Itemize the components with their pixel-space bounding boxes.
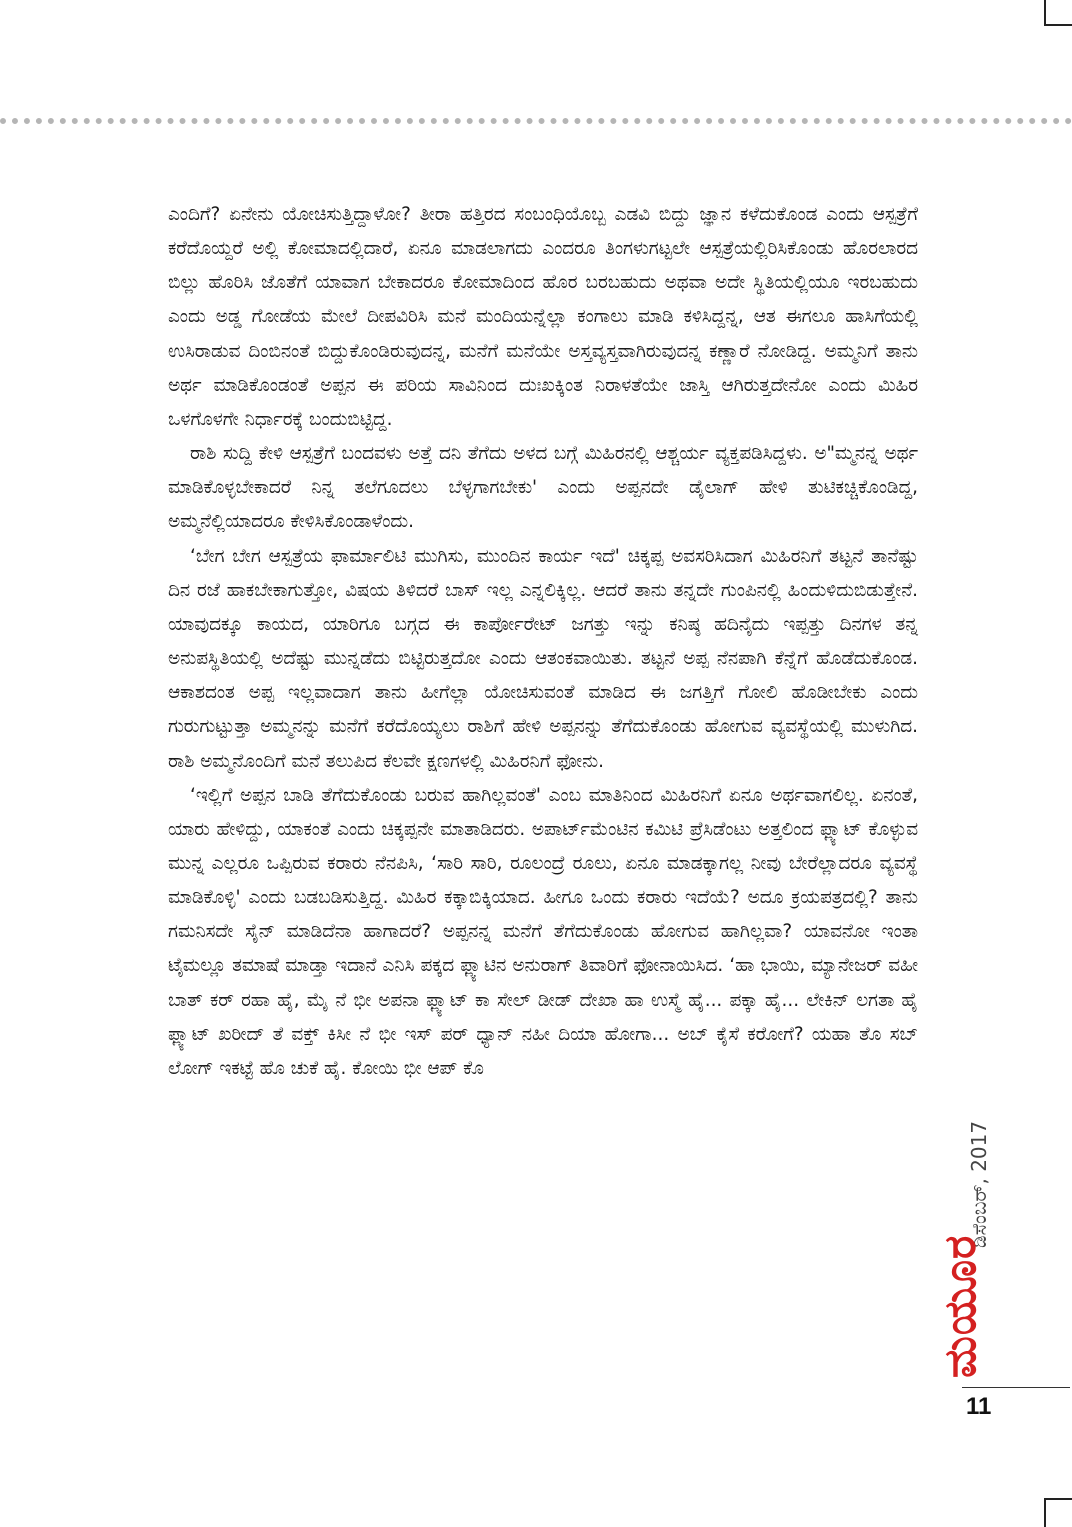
article-paragraph: ‘ಇಲ್ಲಿಗೆ ಅಪ್ಪನ ಬಾಡಿ ತೆಗೆದುಕೊಂಡು ಬರುವ ಹಾಗಿಲ್ಲವಂತೆ' ಎಂಬ ಮಾತಿನಿಂದ ಮಿಹಿರನಿಗೆ ಏನೂ ಅರ್ಥವಾಗಲಿಲ್ಲ. ಏನಂತೆ, ಯಾರು ಹೇಳಿದ್ದು, ಯಾಕಂತೆ ಎಂದು ಚಿಕ್ಕಪ್ಪನೇ ಮಾತಾಡಿದರು. ಅಪಾರ್ಟ್‌ಮೆಂಟಿನ ಕಮಿಟಿ ಪ್ರೆಸಿಡೆಂಟು ಅತ್ತಲಿಂದ ಫ್ಲ್ಯಾಟ್ ಕೊಳ್ಳುವ ಮುನ್ನ ಎಲ್ಲರೂ ಒಪ್ಪಿರುವ ಕರಾರು ನೆನಪಿಸಿ, ‘ಸಾರಿ ಸಾರಿ, ರೂಲಂದ್ರೆ ರೂಲು, ಏನೂ ಮಾಡಕ್ಕಾಗಲ್ಲ ನೀವು ಬೇರೆಲ್ಲಾದರೂ ವ್ಯವಸ್ಥೆ ಮಾಡಿಕೊಳ್ಳಿ' ಎಂದು ಬಡಬಡಿಸುತ್ತಿದ್ದ. ಮಿಹಿರ ಕಕ್ಕಾಬಿಕ್ಕಿಯಾದ. ಹೀಗೂ ಒಂದು ಕರಾರು ಇದೆಯೆ? ಅದೂ ಕ್ರಯಪತ್ರದಲ್ಲಿ? ತಾನು ಗಮನಿಸದೇ ಸೈನ್ ಮಾಡಿದೆನಾ ಹಾಗಾದರೆ? ಅಪ್ಪನನ್ನ ಮನೆಗೆ ತೆಗೆದುಕೊಂಡು ಹೋಗುವ ಹಾಗಿಲ್ಲವಾ? ಯಾವನೋ ಇಂತಾ ಟೈಮಲ್ಲೂ ತಮಾಷೆ ಮಾಡ್ತಾ ಇದಾನೆ ಎನಿಸಿ ಪಕ್ಕದ ಫ್ಲ್ಯಾಟಿನ ಅನುರಾಗ್ ತಿವಾರಿಗೆ ಫೋನಾಯಿಸಿದ. ‘ಹಾ ಭಾಯಿ, ಮ್ಯಾನೇಜರ್ ವಹೀ ಬಾತ್ ಕರ್ ರಹಾ ಹೈ, ಮೈ ನೆ ಭೀ ಅಪನಾ ಫ್ಲ್ಯಾಟ್ ಕಾ ಸೇಲ್ ಡೀಡ್ ದೇಖಾ ಹಾ ಉಸ್ಮೆ ಹೈ... ಪಕ್ಕಾ ಹೈ... ಲೇಕಿನ್ ಲಗತಾ ಹೈ ಫ್ಲ್ಯಾಟ್ ಖರೀದ್ ತೆ ವಕ್ತ್ ಕಿಸೀ ನೆ ಭೀ ಇಸ್ ಪರ್ ಧ್ಯಾನ್ ನಹೀ ದಿಯಾ ಹೋಗಾ... ಅಬ್ ಕೈಸೆ ಕರೋಗೆ? ಯಹಾ ತೊ ಸಬ್ ಲೋಗ್ ಇಕಟ್ಟೆ ಹೊ ಚುಕೆ ಹೈ. ಕೋಯಿ ಭೀ ಆಪ್ ಕೊ [168,784,918,1079]
crop-mark-bottom [1044,1498,1072,1527]
page-number-rule [962,1387,1070,1388]
dotted-header-rule [0,118,1072,124]
article-paragraph: ಎಂದಿಗೆ? ಏನೇನು ಯೋಚಿಸುತ್ತಿದ್ದಾಳೋ? ತೀರಾ ಹತ್ತಿರದ ಸಂಬಂಧಿಯೊಬ್ಬ ಎಡವಿ ಬಿದ್ದು ಜ್ಞಾನ ಕಳೆದುಕೊಂಡ ಎಂದು ಆಸ್ಪತ್ರೆಗೆ ಕರೆದೊಯ್ದರೆ ಅಲ್ಲಿ ಕೋಮಾದಲ್ಲಿದಾರೆ, ಏನೂ ಮಾಡಲಾಗದು ಎಂದರೂ ತಿಂಗಳುಗಟ್ಟಲೇ ಆಸ್ಪತ್ರೆಯಲ್ಲಿರಿಸಿಕೊಂಡು ಹೊರಲಾರದ ಬಿಲ್ಲು ಹೊರಿಸಿ ಜೊತೆಗೆ ಯಾವಾಗ ಬೇಕಾದರೂ ಕೋಮಾದಿಂದ ಹೊರ ಬರಬಹುದು ಅಥವಾ ಅದೇ ಸ್ಥಿತಿಯಲ್ಲಿಯೂ ಇರಬಹುದು ಎಂದು ಅಡ್ಡ ಗೋಡೆಯ ಮೇಲೆ ದೀಪವಿರಿಸಿ ಮನೆ ಮಂದಿಯನ್ನೆಲ್ಲಾ ಕಂಗಾಲು ಮಾಡಿ ಕಳಿಸಿದ್ದನ್ನ, ಆತ ಈಗಲೂ ಹಾಸಿಗೆಯಲ್ಲಿ ಉಸಿರಾಡುವ ದಿಂಬಿನಂತೆ ಬಿದ್ದುಕೊಂಡಿರುವುದನ್ನ, ಮನೆಗೆ ಮನೆಯೇ ಅಸ್ತವ್ಯಸ್ತವಾಗಿರುವುದನ್ನ ಕಣ್ಣಾರೆ ನೋಡಿದ್ದ. ಅಮ್ಮನಿಗೆ ತಾನು ಅರ್ಥ ಮಾಡಿಕೊಂಡಂತೆ ಅಪ್ಪನ ಈ ಪರಿಯ ಸಾವಿನಿಂದ ದುಃಖಕ್ಕಿಂತ ನಿರಾಳತೆಯೇ ಜಾಸ್ತಿ ಆಗಿರುತ್ತದೇನೋ ಎಂದು ಮಿಹಿರ ಒಳಗೊಳಗೇ ನಿರ್ಧಾರಕ್ಕೆ ಬಂದುಬಿಟ್ಟಿದ್ದ. [168,204,918,430]
magazine-logo: ಮಯೂರ [935,1234,986,1378]
page-number: 11 [966,1393,992,1420]
article-body [168,198,918,1086]
article-paragraph: ‘ಬೇಗ ಬೇಗ ಆಸ್ಪತ್ರೆಯ ಫಾರ್ಮಾಲಿಟಿ ಮುಗಿಸು, ಮುಂದಿನ ಕಾರ್ಯ ಇದೆ' ಚಿಕ್ಕಪ್ಪ ಅವಸರಿಸಿದಾಗ ಮಿಹಿರನಿಗೆ ತಟ್ಟನೆ ತಾನೆಷ್ಟು ದಿನ ರಜೆ ಹಾಕಬೇಕಾಗುತ್ತೋ, ವಿಷಯ ತಿಳಿದರೆ ಬಾಸ್ ಇಲ್ಲ ಎನ್ನಲಿಕ್ಕಿಲ್ಲ. ಆದರೆ ತಾನು ತನ್ನದೇ ಗುಂಪಿನಲ್ಲಿ ಹಿಂದುಳಿದುಬಿಡುತ್ತೇನೆ. ಯಾವುದಕ್ಕೂ ಕಾಯದ, ಯಾರಿಗೂ ಬಗ್ಗದ ಈ ಕಾರ್ಪೋರೇಟ್ ಜಗತ್ತು ಇನ್ನು ಕನಿಷ್ಠ ಹದಿನೈದು ಇಪ್ಪತ್ತು ದಿನಗಳ ತನ್ನ ಅನುಪಸ್ಥಿತಿಯಲ್ಲಿ ಅದೆಷ್ಟು ಮುನ್ನಡೆದು ಬಿಟ್ಟಿರುತ್ತದೋ ಎಂದು ಆತಂಕವಾಯಿತು. ತಟ್ಟನೆ ಅಪ್ಪ ನೆನಪಾಗಿ ಕೆನ್ನೆಗೆ ಹೊಡೆದುಕೊಂಡ. ಆಕಾಶದಂತ ಅಪ್ಪ ಇಲ್ಲವಾದಾಗ ತಾನು ಹೀಗೆಲ್ಲಾ ಯೋಚಿಸುವಂತೆ ಮಾಡಿದ ಈ ಜಗತ್ತಿಗೆ ಗೋಲಿ ಹೊಡೀಬೇಕು ಎಂದು ಗುರುಗುಟ್ಟುತ್ತಾ ಅಮ್ಮನನ್ನು ಮನೆಗೆ ಕರೆದೊಯ್ಯಲು ರಾಶಿಗೆ ಹೇಳಿ ಅಪ್ಪನನ್ನು ತೆಗೆದುಕೊಂಡು ಹೋಗುವ ವ್ಯವಸ್ಥೆಯಲ್ಲಿ ಮುಳುಗಿದ. ರಾಶಿ ಅಮ್ಮನೊಂದಿಗೆ ಮನೆ ತಲುಪಿದ ಕೆಲವೇ ಕ್ಷಣಗಳಲ್ಲಿ ಮಿಹಿರನಿಗೆ ಫೋನು. [168,545,918,772]
issue-date: ಡಿಸೆಂಬರ್, 2017 [967,1120,991,1248]
article-paragraph: ರಾಶಿ ಸುದ್ದಿ ಕೇಳಿ ಆಸ್ಪತ್ರೆಗೆ ಬಂದವಳು ಅತ್ತೆ ದನಿ ತೆಗೆದು ಅಳದ ಬಗ್ಗೆ ಮಿಹಿರನಲ್ಲಿ ಆಶ್ಚರ್ಯ ವ್ಯಕ್ತಪಡಿಸಿದ್ದಳು. ಅ"ಮ್ಮನನ್ನ ಅರ್ಥ ಮಾಡಿಕೊಳ್ಳಬೇಕಾದರೆ ನಿನ್ನ ತಲೆಗೂದಲು ಬೆಳ್ಳಗಾಗಬೇಕು' ಎಂದು ಅಪ್ಪನದೇ ಡೈಲಾಗ್ ಹೇಳಿ ತುಟಿಕಚ್ಚಿಕೊಂಡಿದ್ದ, ಅಮ್ಮನೆಲ್ಲಿಯಾದರೂ ಕೇಳಿಸಿಕೊಂಡಾಳೆಂದು. [168,443,918,533]
crop-mark-top [1044,0,1072,26]
